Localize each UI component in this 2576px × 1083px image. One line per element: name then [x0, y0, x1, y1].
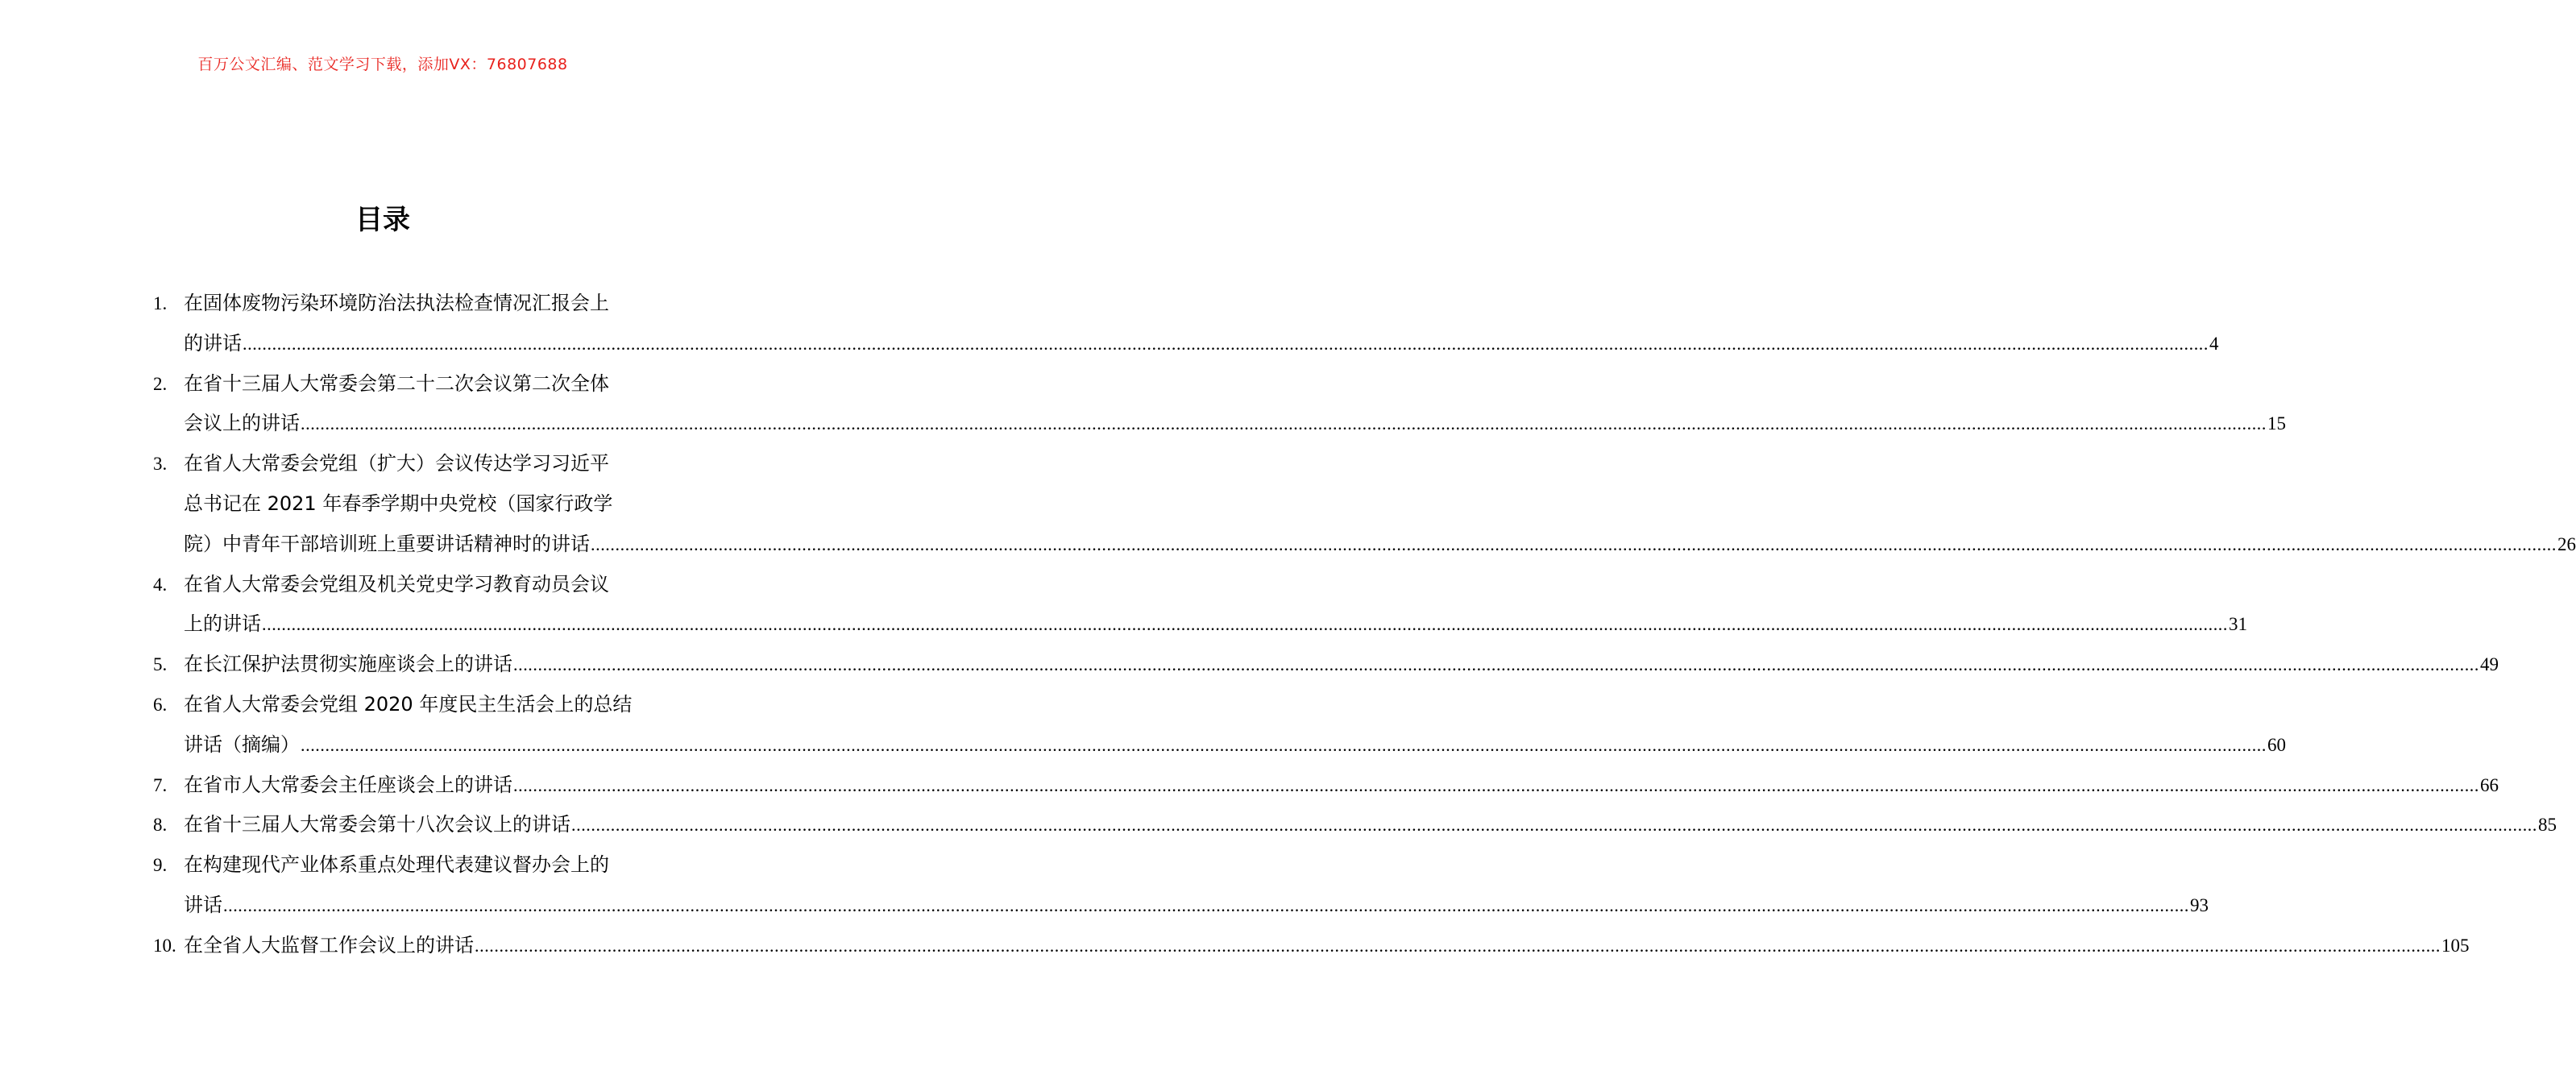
toc-entry-final-line: [184, 604, 2247, 645]
toc-entry-title-line: 在长江保护法贯彻实施座谈会上的讲话: [184, 653, 512, 676]
dot-leader: ................................................................................................................................................................................................................................................................................................................................................................................................................: [301, 413, 2267, 434]
toc-entry-title-line: 在省十三届人大常委会第二十二次会议第二次全体: [184, 371, 609, 395]
toc-entry[interactable]: [153, 444, 2576, 564]
header-watermark-text: 百万公文汇编、范文学习下载，添加VX：76807688: [197, 56, 568, 73]
toc-entry-page-number: 31: [2229, 614, 2247, 635]
dot-leader: ................................................................................................................................................................................................................................................................................................................................................................................................................: [513, 654, 2479, 675]
dot-leader: ................................................................................................................................................................................................................................................................................................................................................................................................................: [591, 533, 2557, 554]
toc-entry-number: 6.: [153, 694, 168, 715]
toc-entry-page-number: 4: [2209, 333, 2219, 354]
toc-entry-final-line: [184, 324, 2219, 364]
toc-entry[interactable]: [153, 926, 2470, 966]
toc-entry[interactable]: [153, 845, 2209, 926]
dot-leader: ................................................................................................................................................................................................................................................................................................................................................................................................................: [513, 774, 2479, 795]
dot-leader: ................................................................................................................................................................................................................................................................................................................................................................................................................: [243, 333, 2209, 354]
toc-entry[interactable]: [153, 565, 2247, 645]
toc-entry-title-line: 上的讲话: [184, 612, 261, 636]
toc-entry[interactable]: [153, 805, 2557, 845]
toc-entry-title-line: 在省人大常委会党组 2020 年度民主生活会上的总结: [184, 692, 633, 716]
toc-entry-title-line: 在固体废物污染环境防治法执法检查情况汇报会上: [184, 292, 609, 314]
toc-entry-final-line: [184, 805, 2557, 845]
toc-entry-title-line: 讲话: [184, 893, 222, 916]
toc-entry-title-line: 在省市人大常委会主任座谈会上的讲话: [184, 773, 512, 796]
toc-entry[interactable]: [153, 364, 2286, 445]
toc-entry-title-line: 会议上的讲话: [184, 412, 300, 435]
dot-leader: ................................................................................................................................................................................................................................................................................................................................................................................................................: [223, 894, 2189, 915]
toc-entry-number: 4.: [153, 574, 168, 595]
toc-entry-final-line: [184, 725, 2286, 766]
toc-entry[interactable]: [153, 685, 2286, 766]
toc-entry-title-line: 在省人大常委会党组及机关党史学习教育动员会议: [184, 572, 609, 595]
toc-entry-final-line: [184, 886, 2209, 926]
toc-entry-title-line: 在省十三届人大常委会第十八次会议上的讲话: [184, 813, 570, 836]
toc-entry-page-number: 66: [2480, 774, 2499, 795]
toc-entry-number: 9.: [153, 855, 168, 876]
toc-entry-title-line: 总书记在 2021 年春季学期中央党校（国家行政学: [184, 492, 613, 515]
toc-entry-number: 7.: [153, 774, 168, 795]
toc-entry-final-line: [184, 766, 2499, 806]
toc-entry-page-number: 105: [2441, 935, 2470, 956]
toc-entry-title-line: 在构建现代产业体系重点处理代表建议督办会上的: [184, 853, 609, 877]
toc-entry[interactable]: [153, 766, 2499, 806]
toc-entry-page-number: 49: [2480, 654, 2499, 675]
toc-entry[interactable]: [153, 284, 2219, 364]
toc-entry-number: 5.: [153, 654, 168, 675]
toc-entry-number: 1.: [153, 293, 168, 313]
toc-entry-page-number: 93: [2190, 894, 2209, 915]
toc-entry-title-line: 在全省人大监督工作会议上的讲话: [184, 933, 474, 956]
toc-entry-number: 10.: [153, 935, 176, 956]
toc-entry-page-number: 15: [2267, 413, 2286, 434]
toc-entry-title-line: 在省人大常委会党组（扩大）会议传达学习习近平: [184, 452, 609, 475]
table-of-contents: [153, 284, 2576, 966]
toc-entry-final-line: [184, 525, 2576, 565]
toc-entry-final-line: [184, 926, 2470, 966]
toc-entry-number: 8.: [153, 815, 168, 836]
toc-entry-title-line: 的讲话: [184, 331, 242, 355]
toc-entry-final-line: [184, 645, 2499, 685]
dot-leader: ................................................................................................................................................................................................................................................................................................................................................................................................................: [475, 935, 2441, 956]
dot-leader: ................................................................................................................................................................................................................................................................................................................................................................................................................: [301, 734, 2267, 755]
dot-leader: ................................................................................................................................................................................................................................................................................................................................................................................................................: [571, 815, 2537, 836]
toc-entry-final-line: [184, 404, 2286, 444]
toc-entry-number: 2.: [153, 373, 168, 394]
page-title: 目录: [355, 204, 410, 236]
toc-entry-page-number: 26: [2557, 533, 2576, 554]
dot-leader: ................................................................................................................................................................................................................................................................................................................................................................................................................: [262, 614, 2228, 635]
toc-entry-title-line: 讲话（摘编）: [184, 732, 300, 756]
toc-entry[interactable]: [153, 645, 2499, 685]
toc-entry-page-number: 60: [2267, 734, 2286, 755]
toc-entry-page-number: 85: [2538, 815, 2557, 836]
toc-entry-number: 3.: [153, 454, 168, 475]
toc-entry-title-line: 院）中青年干部培训班上重要讲话精神时的讲话: [184, 532, 590, 555]
